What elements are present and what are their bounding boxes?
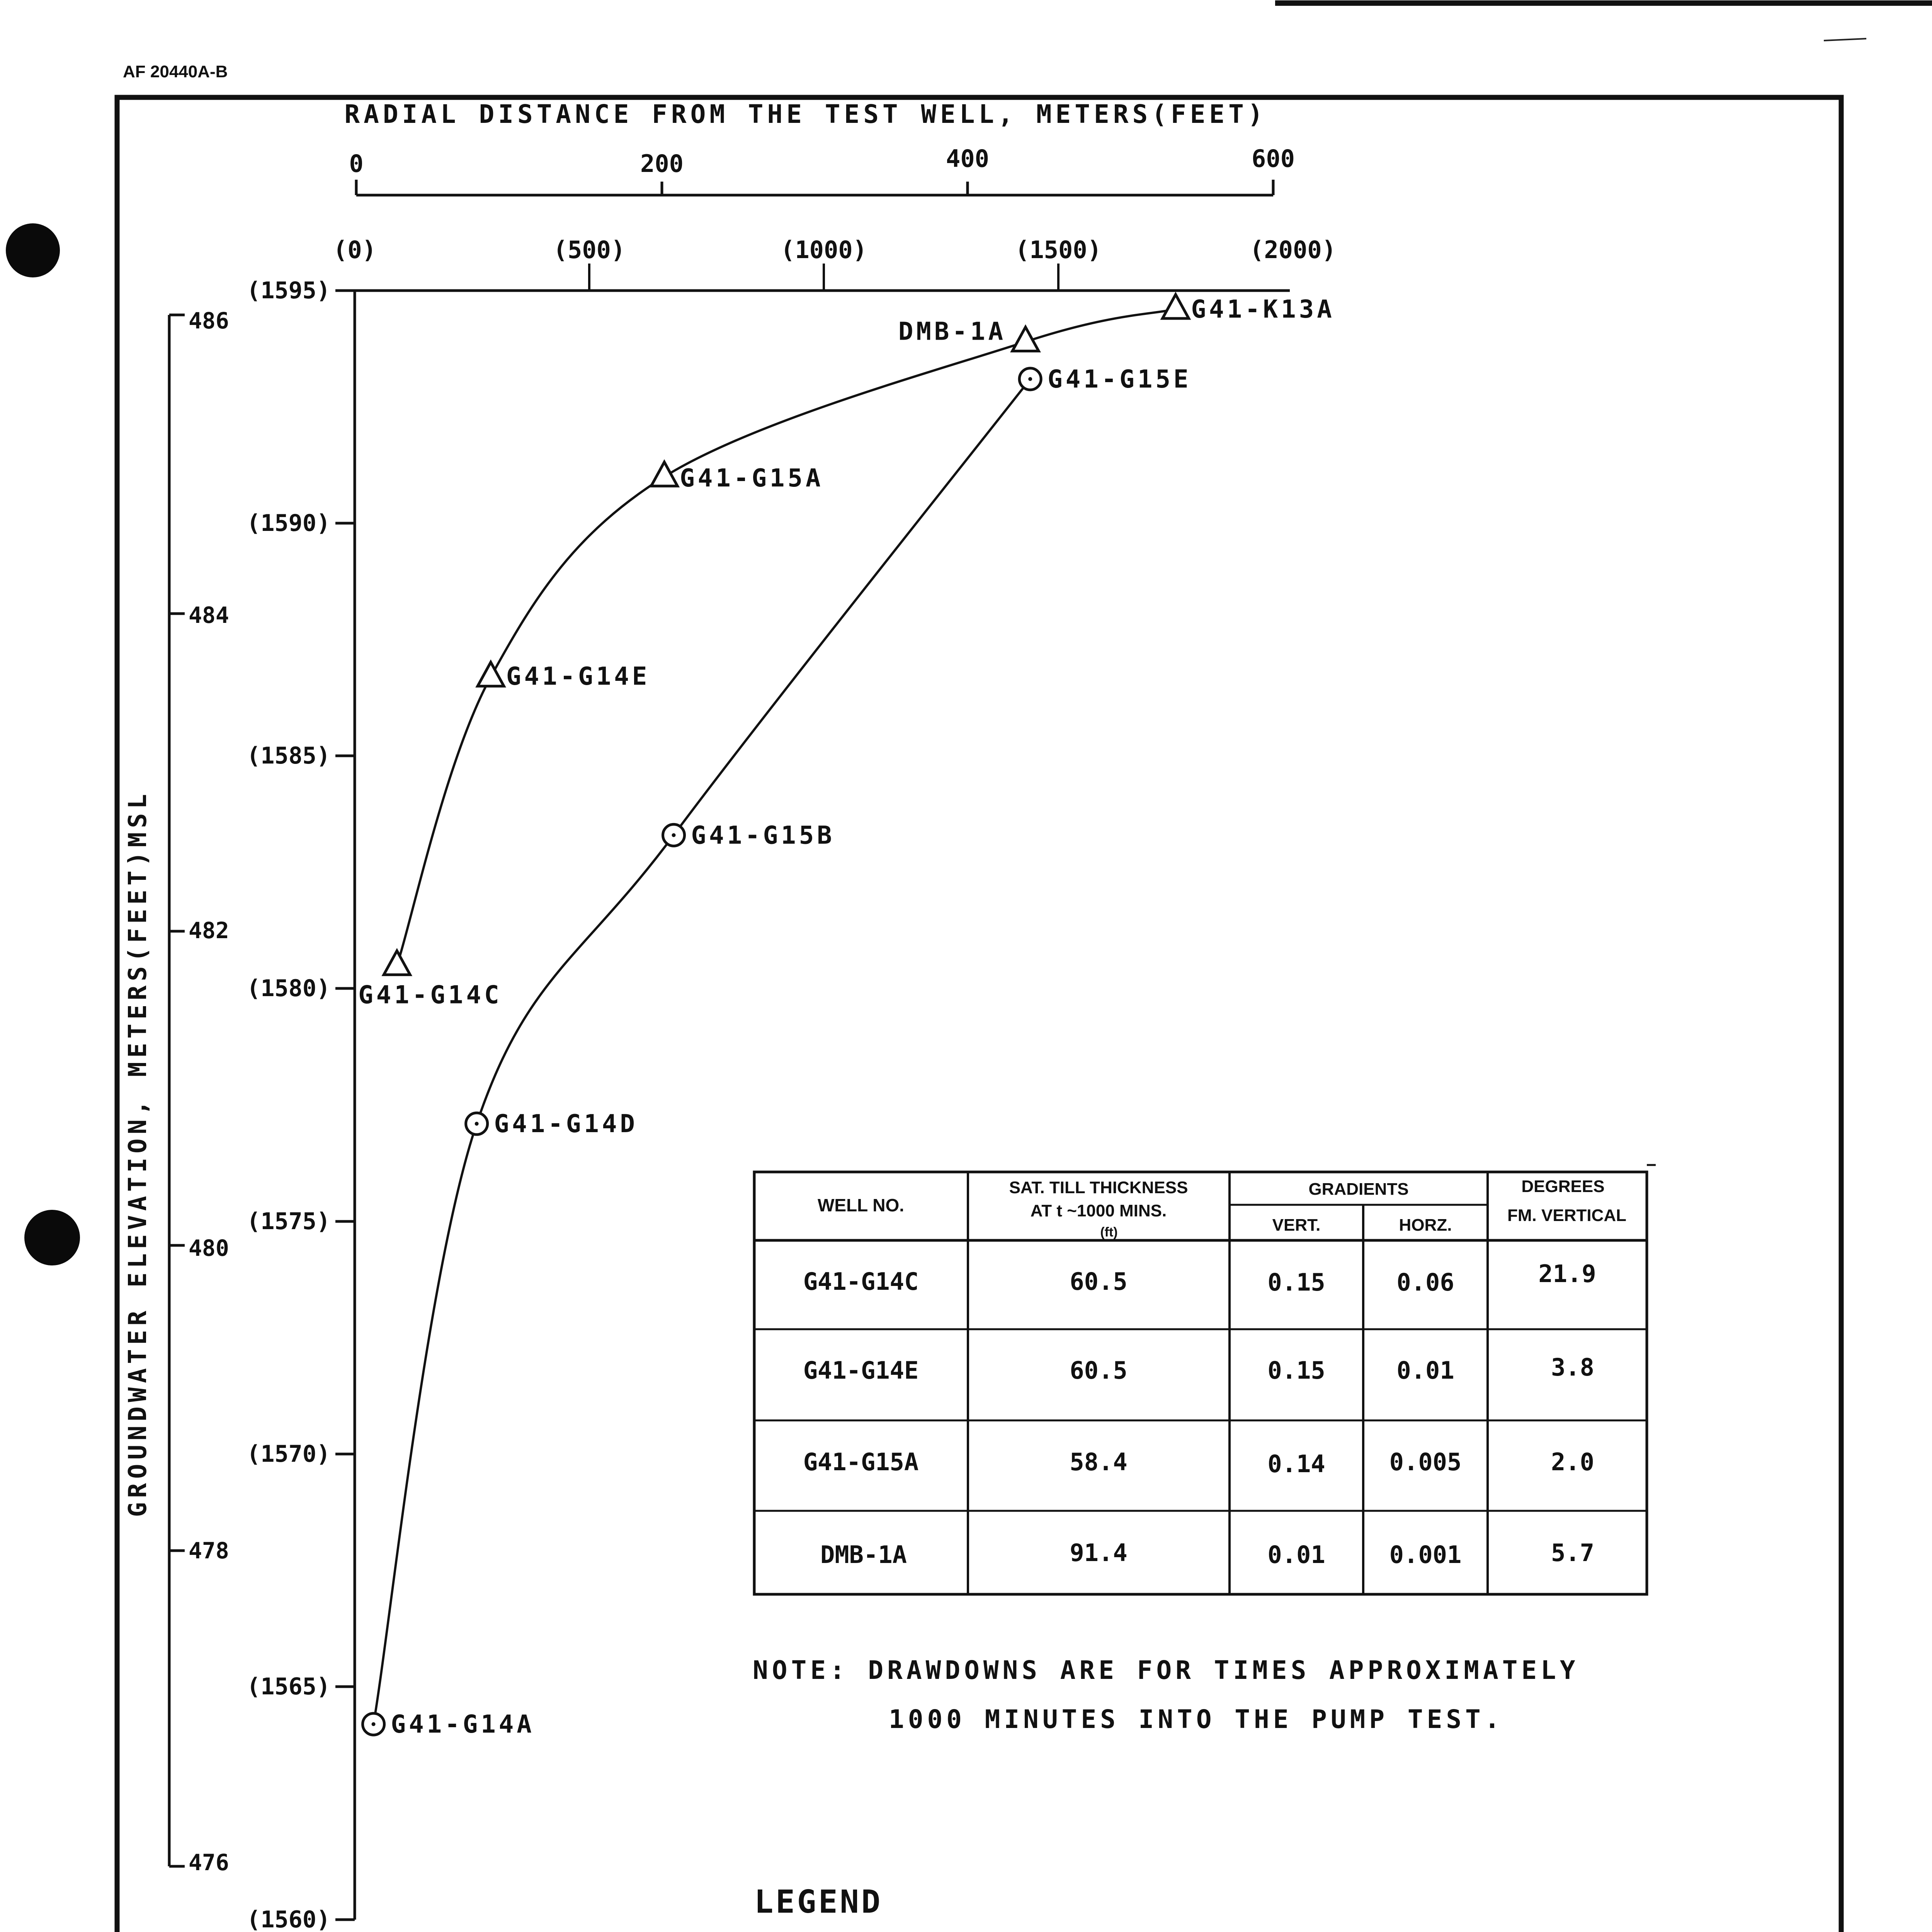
y-feet-tick-label: (1565) xyxy=(247,1673,330,1700)
circle-marker-center xyxy=(475,1122,479,1126)
cell-thickness: 91.4 xyxy=(1070,1539,1128,1567)
y-meters-tick-label: 484 xyxy=(189,602,229,628)
punch-hole-middle xyxy=(24,1210,80,1265)
feet-tick-label: (0) xyxy=(333,236,376,264)
feet-tick-label: (1000) xyxy=(781,236,867,264)
cell-deg: 21.9 xyxy=(1538,1260,1596,1288)
cell-well: G41-G15A xyxy=(803,1448,919,1476)
cell-deg: 2.0 xyxy=(1551,1448,1594,1476)
y-feet-tick-label: (1580) xyxy=(247,975,330,1002)
cell-thickness: 58.4 xyxy=(1070,1448,1128,1476)
point-label: G41-G15B xyxy=(691,821,835,850)
doc-ref: AF 20440A-B xyxy=(123,62,228,81)
point-label: G41-G15E xyxy=(1048,365,1192,394)
feet-tick-label: (2000) xyxy=(1250,236,1336,264)
cell-well: DMB-1A xyxy=(820,1541,907,1569)
cell-deg: 5.7 xyxy=(1551,1539,1594,1567)
th-gradients: GRADIENTS xyxy=(1308,1180,1409,1199)
y-feet-tick-label: (1570) xyxy=(247,1440,330,1468)
legend xyxy=(692,1884,1621,1932)
meters-tick-label: 400 xyxy=(946,145,989,173)
point-label: G41-G14D xyxy=(494,1110,638,1139)
meters-tick-label: 200 xyxy=(640,150,684,178)
cell-thickness: 60.5 xyxy=(1070,1356,1128,1384)
point-label-layer xyxy=(358,295,1335,1739)
y-meters-tick-label: 478 xyxy=(189,1537,229,1564)
feet-tick-label: (500) xyxy=(553,236,626,264)
x-axis-label: RADIAL DISTANCE FROM THE TEST WELL, METERS(FEET) xyxy=(344,99,1267,129)
y-feet-tick-label: (1585) xyxy=(247,742,330,769)
point-label: G41-G14A xyxy=(391,1710,535,1739)
triangle-marker-icon xyxy=(478,662,504,686)
point-label: DMB-1A xyxy=(898,317,1007,346)
series-line-circle xyxy=(374,379,1031,1724)
scan-mark xyxy=(1824,39,1866,41)
cell-horz: 0.005 xyxy=(1389,1448,1462,1476)
well-table xyxy=(754,1165,1656,1594)
triangle-marker-icon xyxy=(384,951,410,975)
y-feet-tick-label: (1595) xyxy=(247,277,330,304)
y-meters-tick-label: 482 xyxy=(189,917,229,944)
cell-horz: 0.06 xyxy=(1396,1268,1454,1296)
cell-vert: 0.15 xyxy=(1267,1268,1325,1296)
cell-thickness: 60.5 xyxy=(1070,1267,1128,1296)
circle-marker-center xyxy=(1028,377,1032,381)
circle-marker-center xyxy=(672,833,676,837)
th-horz: HORZ. xyxy=(1399,1216,1452,1235)
series-layer xyxy=(374,309,1176,1724)
point-label: G41-G14E xyxy=(506,662,650,691)
meters-tick-label: 0 xyxy=(349,150,364,178)
th-vert: VERT. xyxy=(1272,1216,1321,1235)
y-feet-tick-label: (1590) xyxy=(247,510,330,537)
y-feet-ticks xyxy=(335,291,355,1920)
cell-horz: 0.01 xyxy=(1396,1356,1454,1384)
y-meters-tick-label: 480 xyxy=(189,1235,229,1261)
triangle-marker-icon xyxy=(1163,294,1189,318)
cell-vert: 0.01 xyxy=(1267,1541,1325,1569)
th-sat-1: SAT. TILL THICKNESS xyxy=(1009,1178,1188,1197)
y-axis-label: GROUNDWATER ELEVATION, METERS(FEET)MSL xyxy=(124,789,152,1517)
cell-vert: 0.14 xyxy=(1267,1450,1325,1478)
meters-tick-label: 600 xyxy=(1252,145,1295,173)
marker-layer xyxy=(363,294,1192,1735)
circle-marker-center xyxy=(372,1722,376,1726)
cell-well: G41-G14E xyxy=(803,1356,919,1384)
point-label: G41-G15A xyxy=(680,464,824,493)
table-row xyxy=(803,1448,1594,1478)
point-label: G41-G14C xyxy=(358,981,502,1010)
feet-tick-label: (1500) xyxy=(1015,236,1102,264)
cell-deg: 3.8 xyxy=(1551,1353,1594,1381)
cell-horz: 0.001 xyxy=(1389,1541,1462,1569)
y-meters-ticks xyxy=(169,315,185,1866)
cell-well: G41-G14C xyxy=(803,1267,919,1296)
th-sat-3: (ft) xyxy=(1100,1225,1118,1240)
point-label: G41-K13A xyxy=(1191,295,1335,324)
table-row xyxy=(803,1353,1594,1384)
th-sat-2: AT t ~1000 MINS. xyxy=(1030,1201,1167,1220)
cell-vert: 0.15 xyxy=(1267,1356,1325,1384)
th-well: WELL NO. xyxy=(817,1195,905,1215)
y-feet-tick-label: (1560) xyxy=(247,1906,330,1932)
table-row xyxy=(803,1260,1596,1296)
legend-title: LEGEND xyxy=(754,1884,883,1920)
note-line-2: 1000 MINUTES INTO THE PUMP TEST. xyxy=(889,1704,1504,1734)
triangle-marker-icon xyxy=(651,462,677,486)
y-meters-tick-label: 486 xyxy=(189,308,229,334)
punch-hole-top xyxy=(6,223,60,277)
th-deg-1: DEGREES xyxy=(1521,1177,1605,1196)
y-meters-tick-label: 476 xyxy=(189,1849,229,1876)
note-line-1: NOTE: DRAWDOWNS ARE FOR TIMES APPROXIMATELY xyxy=(753,1655,1579,1685)
th-deg-2: FM. VERTICAL xyxy=(1507,1206,1626,1225)
table-row xyxy=(820,1539,1594,1569)
y-feet-tick-label: (1575) xyxy=(247,1208,330,1235)
series-line-triangle xyxy=(397,309,1175,965)
